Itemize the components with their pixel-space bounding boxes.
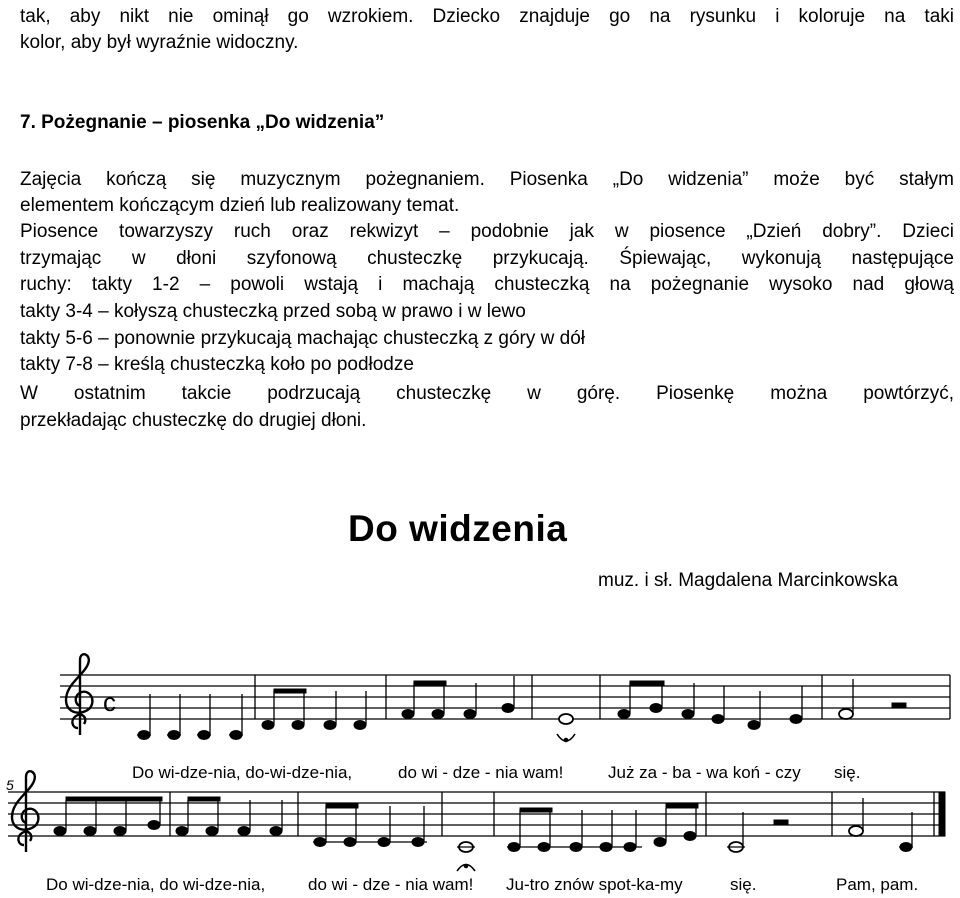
body-line-8: takty 7-8 – kreślą chusteczką koło po podłodze — [20, 354, 414, 375]
lyrics-2-a: Do wi-dze-nia, do wi-dze-nia, — [46, 875, 266, 894]
lyrics-1-c: Już za - ba - wa koń - czy — [608, 763, 801, 782]
treble-clef-icon — [66, 654, 92, 735]
lyrics-1-a: Do wi-dze-nia, do-wi-dze-nia, — [132, 763, 353, 782]
intro-line-1: tak, aby nikt nie ominął go wzrokiem. Dziecko znajduje go na rysunku i koloruje na taki — [20, 6, 954, 27]
body-line-1: Zajęcia kończą się muzycznym pożegnaniem. Piosenka „Do widzenia” może być stałym — [20, 169, 954, 190]
composer-credit: muz. i sł. Magdalena Marcinkowska — [598, 570, 898, 591]
lyrics-1-d: się. — [834, 763, 861, 782]
measure-number: 5 — [6, 777, 14, 793]
body-line-10: przekładając chusteczkę do drugiej dłoni. — [20, 410, 367, 431]
time-signature: c — [103, 687, 116, 717]
lyrics-2-c: Ju-tro znów spot-ka-my — [506, 875, 683, 894]
section-heading: 7. Pożegnanie – piosenka „Do widzenia” — [20, 112, 385, 133]
lyrics-1-b: do wi - dze - nia wam! — [398, 763, 564, 782]
body-line-3: Piosence towarzyszy ruch oraz rekwizyt – podobnie jak w piosence „Dzień dobry”. Dzieci — [20, 221, 954, 242]
body-line-5: ruchy: takty 1-2 – powoli wstają i machają chusteczką na pożegnanie wysoko nad głową — [20, 274, 954, 295]
body-line-9: W ostatnim takcie podrzucają chusteczkę w górę. Piosenkę można powtórzyć, — [20, 383, 954, 404]
intro-line-2: kolor, aby był wyraźnie widoczny. — [20, 32, 299, 53]
body-line-7: takty 5-6 – ponownie przykucają machając chusteczką z góry w dół — [20, 328, 585, 349]
staff-2-notes — [54, 792, 945, 871]
body-line-4: trzymając w dłoni szyfonową chusteczkę przykucają. Śpiewając, wykonują następujące — [20, 248, 954, 269]
body-line-6: takty 3-4 – kołyszą chusteczką przed sobą w prawo i w lewo — [20, 301, 526, 322]
body-line-2: elementem kończącym dzień lub realizowany temat. — [20, 195, 460, 216]
lyrics-2-e: Pam, pam. — [836, 875, 919, 894]
lyrics-2-d: się. — [730, 875, 757, 894]
song-title: Do widzenia — [348, 508, 568, 549]
lyrics-2-b: do wi - dze - nia wam! — [308, 875, 474, 894]
treble-clef-icon-2 — [12, 771, 38, 852]
